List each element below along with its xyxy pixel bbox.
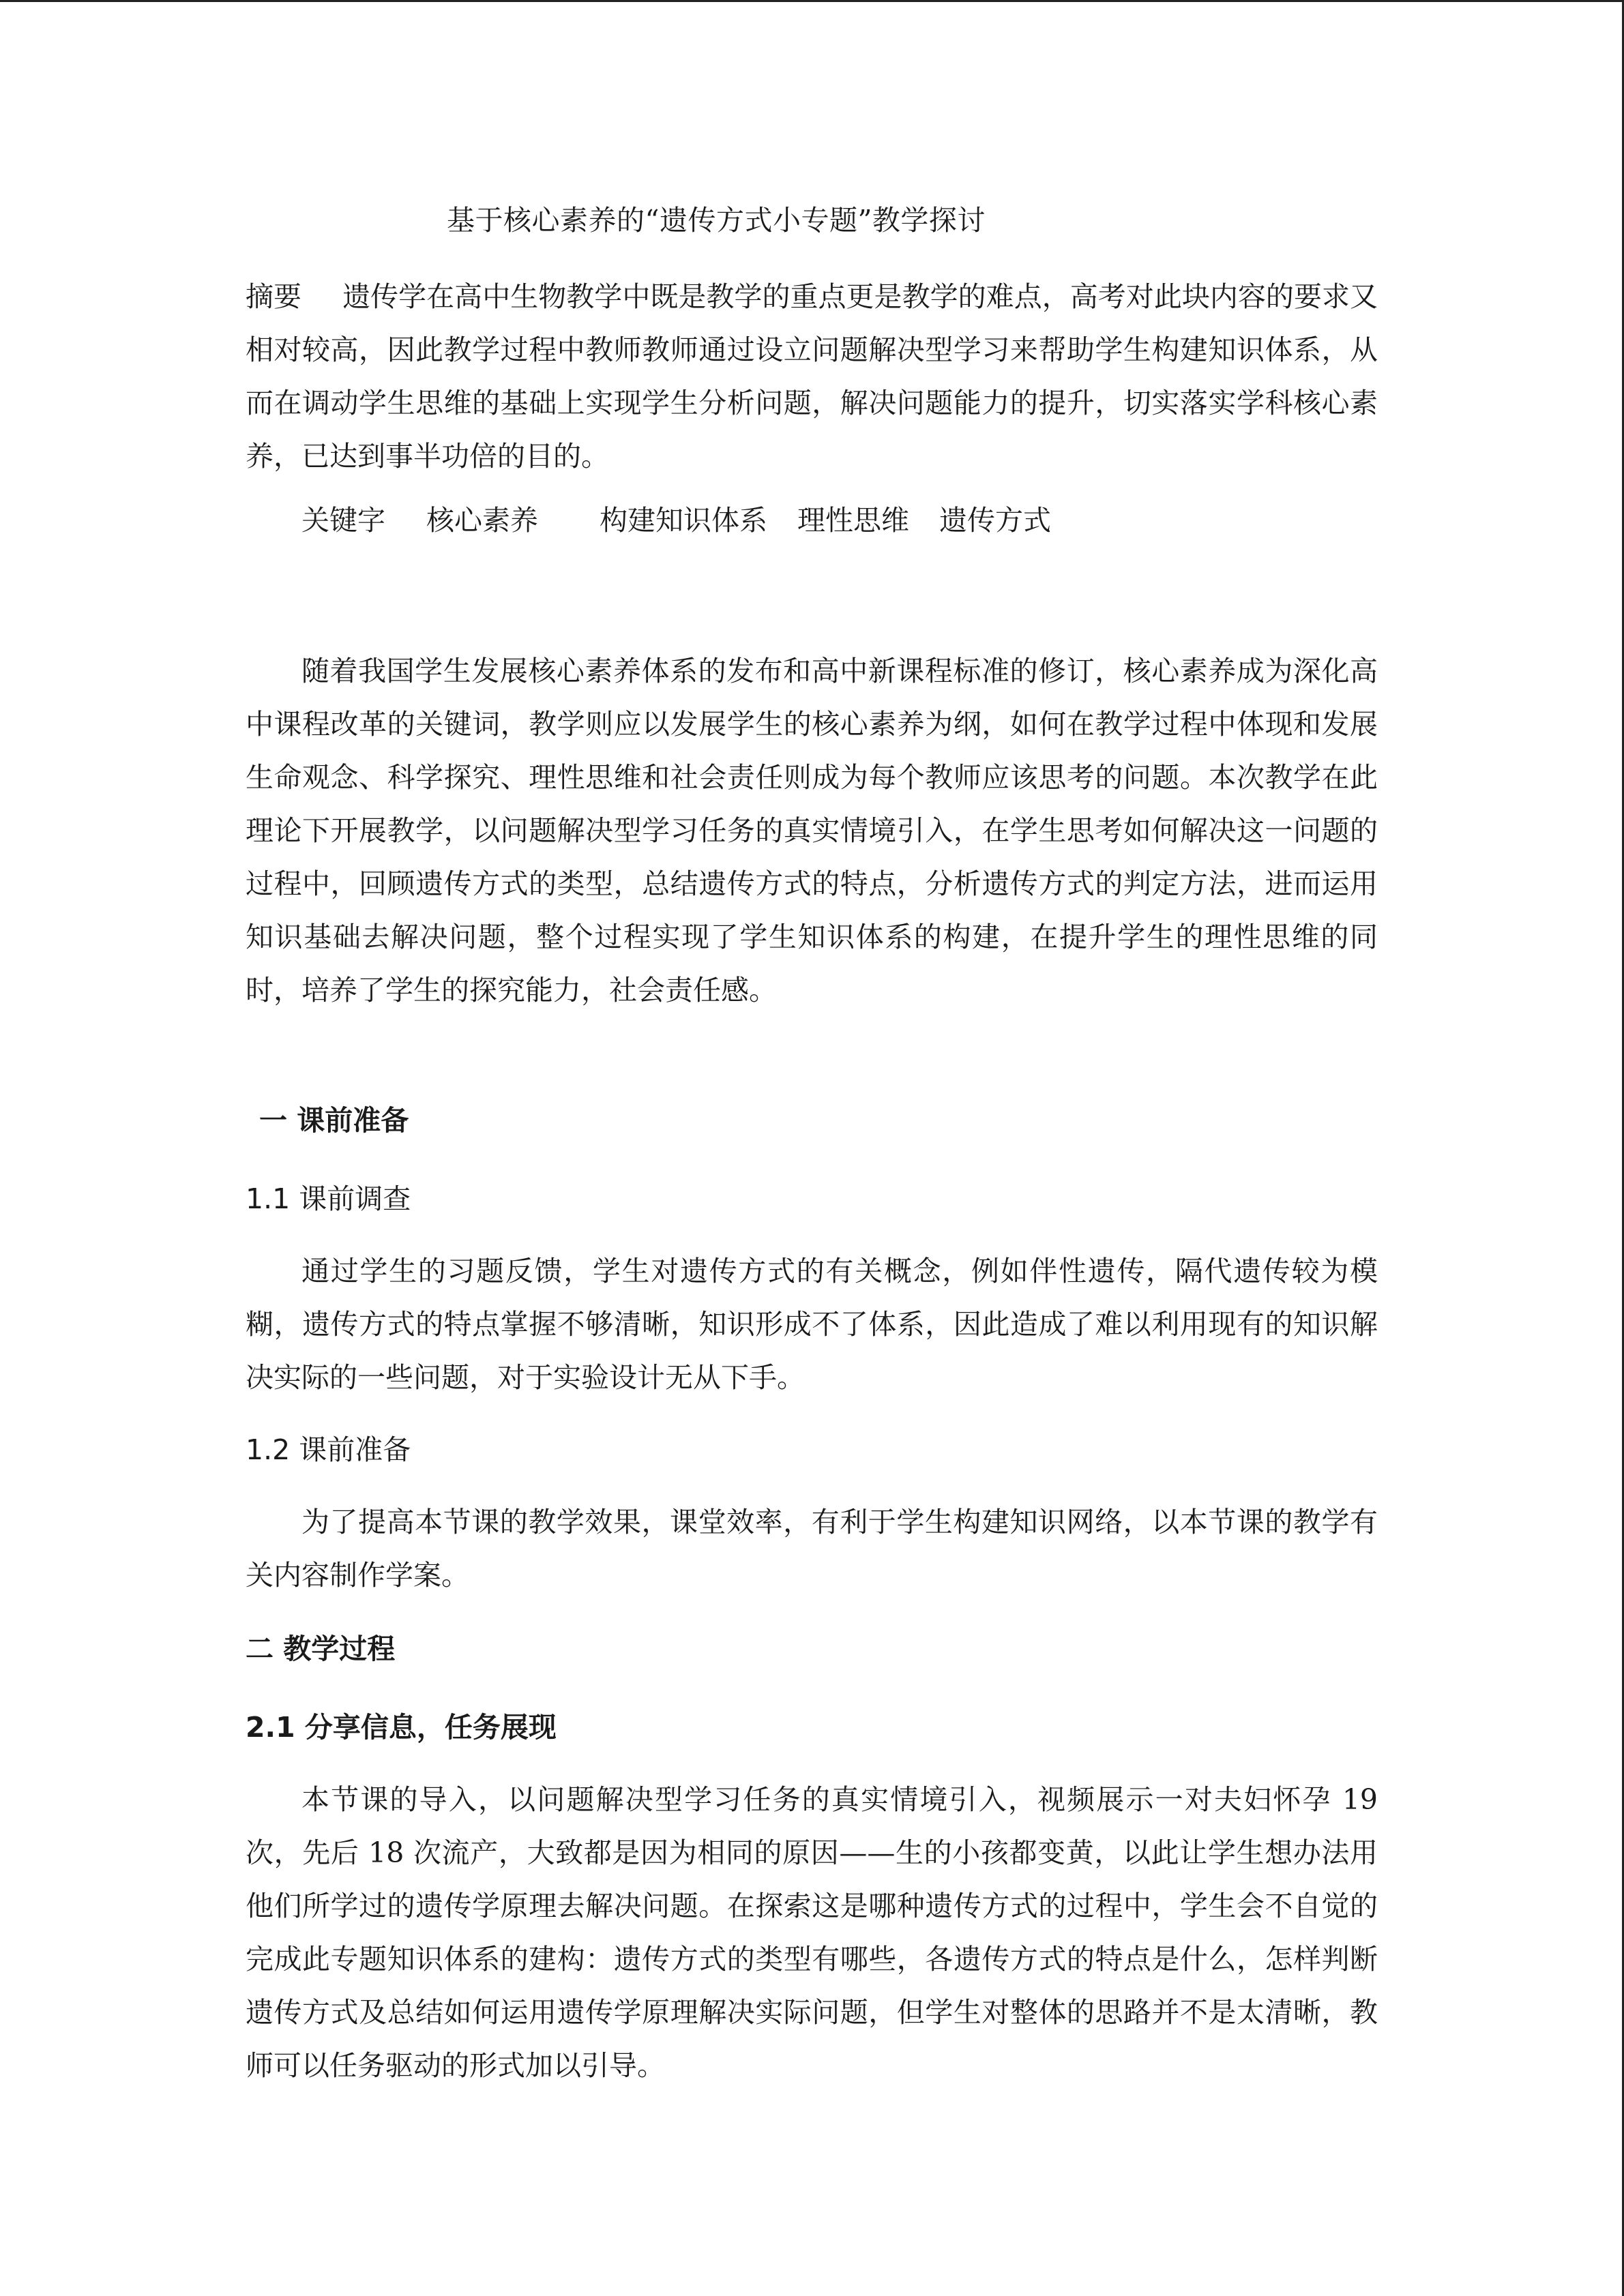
subsection-heading-1-2: 1.2 课前准备: [246, 1433, 411, 1466]
keyword-item: 核心素养: [426, 504, 538, 537]
keywords-label: 关键字: [301, 504, 385, 537]
document-title: 基于核心素养的“遗传方式小专题”教学探讨: [447, 204, 986, 237]
subsection-heading-1-1: 1.1 课前调查: [246, 1182, 411, 1215]
abstract-paragraph: [246, 270, 1378, 483]
keyword-item: 理性思维: [797, 504, 909, 537]
subsection-1-2-paragraph: 为了提高本节课的教学效果，课堂效率，有利于学生构建知识网络，以本节课的教学有关内容制作学案。: [246, 1506, 1378, 1592]
subsection-1-1-paragraph: 通过学生的习题反馈，学生对遗传方式的有关概念，例如伴性遗传，隔代遗传较为模糊，遗传方式的特点掌握不够清晰，知识形成不了体系，因此造成了难以利用现有的知识解决实际的一些问题，对于实验设计无从下手。: [246, 1255, 1378, 1394]
intro-paragraph: 随着我国学生发展核心素养体系的发布和高中新课程标准的修订，核心素养成为深化高中课程改革的关键词，教学则应以发展学生的核心素养为纲，如何在教学过程中体现和发展生命观念、科学探究、理性思维和社会责任则成为每个教师应该思考的问题。本次教学在此理论下开展教学，以问题解决型学习任务的真实情境引入，在学生思考如何解决这一问题的过程中，回顾遗传方式的类型，总结遗传方式的特点，分析遗传方式的判定方法，进而运用知识基础去解决问题，整个过程实现了学生知识体系的构建，在提升学生的理性思维的同时，培养了学生的探究能力，社会责任感。: [246, 655, 1378, 1007]
subsection-heading-2-1: 2.1 分享信息，任务展现: [246, 1711, 557, 1744]
abstract-text: 遗传学在高中生物教学中既是教学的重点更是教学的难点，高考对此块内容的要求又相对较高，因此教学过程中教师教师通过设立问题解决型学习来帮助学生构建知识体系，从而在调动学生思维的基础上实现学生分析问题，解决问题能力的提升，切实落实学科核心素养，已达到事半功倍的目的。: [246, 280, 1378, 473]
keywords-line: [301, 498, 1081, 538]
keyword-item: 构建知识体系: [600, 504, 767, 537]
subsection-2-1-paragraph: 本节课的导入，以问题解决型学习任务的真实情境引入，视频展示一对夫妇怀孕 19次，先后 18 次流产，大致都是因为相同的原因——生的小孩都变黄，以此让学生想办法用他们所学过的遗传学原理去解决问题。在探索这是哪种遗传方式的过程中，学生会不自觉的完成此专题知识体系的建构：遗传方式的类型有哪些，各遗传方式的特点是什么，怎样判断遗传方式及总结如何运用遗传学原理解决实际问题，但学生对整体的思路并不是太清晰，教师可以任务驱动的形式加以引导。: [246, 1783, 1378, 2082]
section-heading-1: 一 课前准备: [259, 1104, 409, 1137]
section-heading-2: 二 教学过程: [246, 1632, 396, 1665]
abstract-label: 摘要: [246, 280, 302, 313]
keyword-item: 遗传方式: [939, 504, 1051, 537]
